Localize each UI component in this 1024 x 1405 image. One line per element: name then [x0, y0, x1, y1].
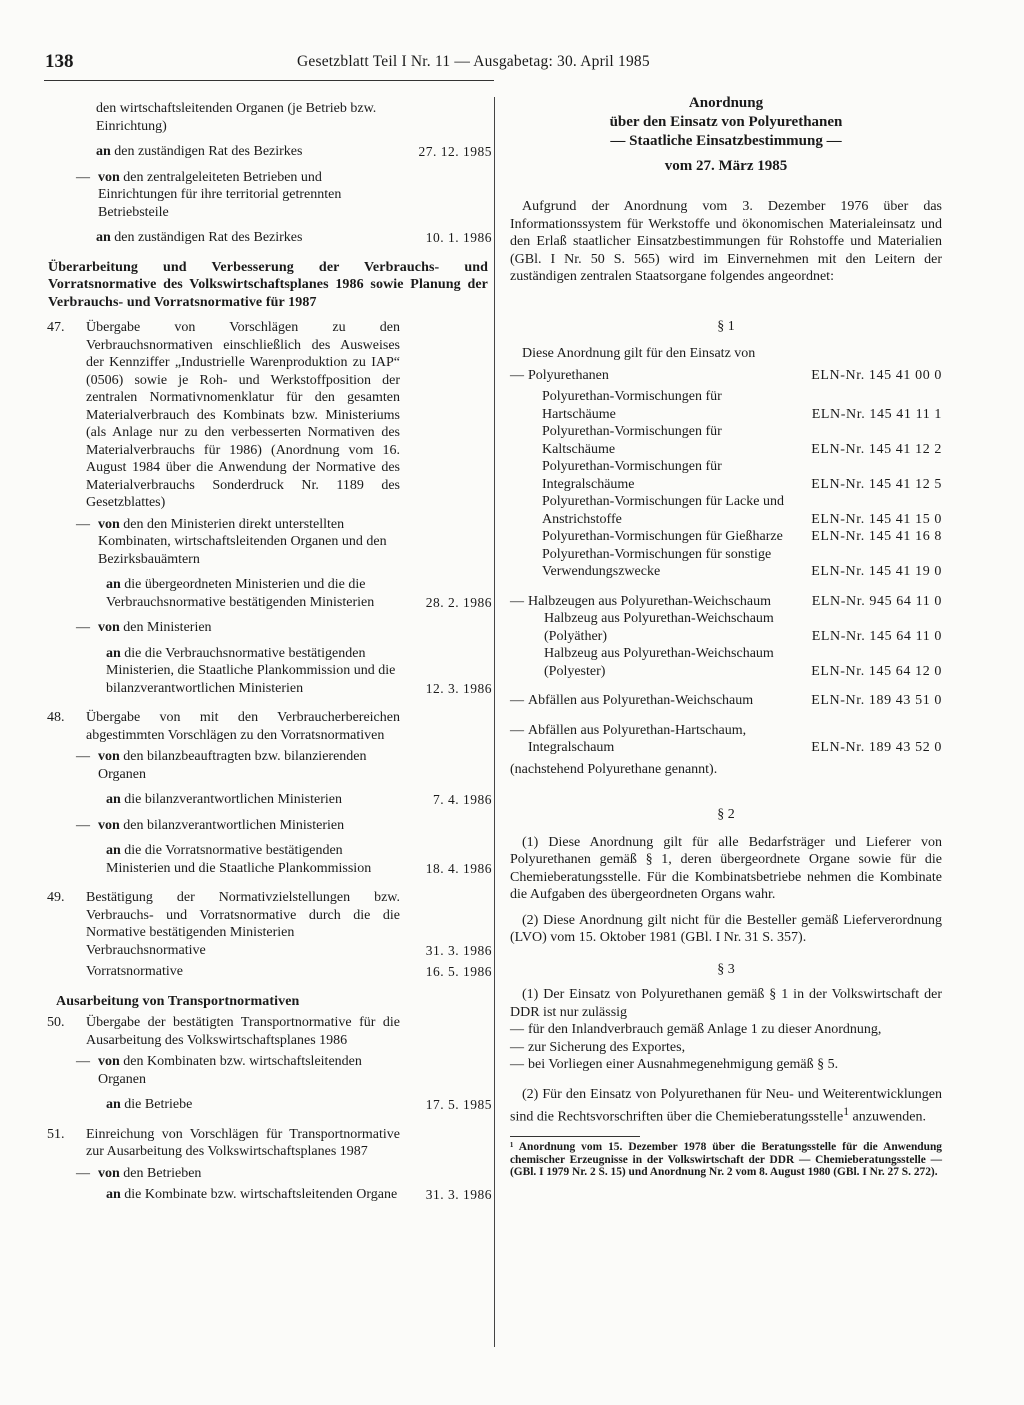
material-row [542, 458, 942, 493]
item-49 [48, 889, 488, 942]
material-name: Halbzeug aus Polyurethan-Weichschaum (Polyäther) [544, 611, 774, 644]
section-1-heading: § 1 [717, 318, 735, 334]
item-51 [48, 1126, 488, 1161]
bullet-text: bei Vorliegen einer Ausnahmegenehmigung gemäß § 5. [528, 1057, 839, 1072]
text: die die Verbrauchsnormative bestätigenden Ministerien, die Staatliche Plankommission und die bilanzverantwortlichen Ministerien [106, 645, 396, 696]
footnote: ¹ Anordnung vom 15. Dezember 1978 über die Beratungsstelle für die Anwendung chemischer Erzeugnisse in der Volkswirtschaft der DDR — Chemieberatungsstelle — (GBl. I 1979 Nr. 2 S. 15) und Anordnung Nr. 2 vom 8. August 1980 (GBl. I Nr. 27 S. 272). [510, 1141, 942, 1179]
section-3-para-2 [510, 1086, 942, 1127]
footnote-ref: 1 [843, 1105, 850, 1118]
item-text: Übergabe von Vorschlägen zu den Verbrauchsnormativen einschließlich des Ausweises der Kennziffer „Industrielle Warenproduktion zu IAP“ (0506) sowie je Roh- und Werkstoffposition der zentralen Normativnomenklatur für den gesamten Materialverbrauch des Kombinats bzw. Ministeriums (als Anlage nur zu den verbesserten Normativen des Materialverbrauchs für 1986) (Anordnung vom 16. August 1984 über die Anwendung der Normative des Materialverbrauchs Sonderdruck Nr. 1189 des Gesetzblattes) [86, 320, 400, 510]
material-name: Halbzeug aus Polyurethan-Weichschaum (Polyester) [544, 646, 774, 679]
text: den wirtschaftsleitenden Organen (je Betrieb bzw. Einrichtung) [96, 101, 377, 134]
page-number: 138 [45, 51, 74, 72]
ordinance-subtitle: über den Einsatz von Polyurethanen [609, 114, 843, 130]
eln-number: ELN-Nr. 145 64 12 0 [811, 663, 942, 679]
dash: — [510, 593, 524, 609]
item-48-an-1 [106, 791, 492, 809]
material-name: Halbzeugen aus Polyurethan-Weichschaum [528, 593, 772, 609]
eln-number: ELN-Nr. 145 64 11 0 [811, 628, 942, 644]
keyword-von: von [98, 1054, 120, 1069]
column-divider [494, 97, 495, 1347]
eln-number: ELN-Nr. 145 41 12 2 [811, 441, 942, 457]
material-name: Polyurethan-Vormischungen für Gießharze [542, 529, 783, 544]
dash: — [76, 1054, 90, 1069]
deadline-date: 17. 5. 1985 [425, 1097, 492, 1112]
item-number: 47. [47, 320, 65, 335]
left-line-3 [76, 169, 488, 222]
material-name: Polyurethan-Vormischungen für Hartschäume [542, 389, 722, 422]
dash: — [76, 749, 90, 764]
keyword-an: an [96, 144, 111, 159]
eln-number: ELN-Nr. 145 41 15 0 [811, 511, 942, 527]
keyword-an: an [106, 645, 121, 661]
item-51-von [76, 1165, 488, 1183]
dash: — [76, 1165, 90, 1181]
text: die die Vorratsnormative bestätigenden Ministerien und die Staatliche Plankommission [106, 843, 372, 876]
section-heading-normative: Überarbeitung und Verbesserung der Verbrauchs- und Vorratsnormative des Volkswirtschaftsplanes 1986 sowie Planung der Verbrauchs- und Vorratsnormative für 1987 [48, 259, 488, 310]
text: (2) Für den Einsatz von Polyurethanen für Neu- und Weiterentwicklungen sind die Rechtsvorschriften über die Chemieberatungsstelle [510, 1086, 942, 1125]
section-2-para-1: (1) Diese Anordnung gilt für alle Bedarfsträger und Lieferer von Polyurethanen gemäß § 1, deren übergeordnete Organe sowie für die Chemieberatungsstelle. Für die Kombinatsbetriebe nehmen die Kombinate die Aufgaben des übergeordneten Organs wahr. [510, 834, 942, 902]
right-column [510, 94, 942, 1179]
dash: — [510, 367, 524, 383]
item-text: Übergabe von mit den Verbraucherbereichen abgestimmten Vorschlägen zu den Vorratsnormativen [86, 710, 400, 743]
gazette-title: Gesetzblatt Teil I Nr. 11 — Ausgabetag: 30. April 1985 [297, 53, 650, 70]
preamble: Aufgrund der Anordnung vom 3. Dezember 1976 über das Informationssystem für Werkstoffe und ökonomischen Materialeinsatz und den Erlaß staatlicher Einsatzbestimmungen für Rohstoffe und Materialien (GBl. I Nr. 50 S. 565) wird im Einvernehmen mit den Leitern der zuständigen zentralen Staatsorgane folgendes angeordnet: [510, 199, 942, 284]
text: den Ministerien [123, 620, 212, 635]
eln-number: ELN-Nr. 145 41 11 1 [811, 406, 942, 422]
item-number: 51. [47, 1126, 65, 1142]
dash: — [510, 1057, 524, 1072]
deadline-date: 16. 5. 1986 [425, 964, 492, 979]
material-name: Polyurethan-Vormischungen für Integralschäume [542, 459, 722, 492]
dash: — [76, 516, 90, 532]
material-row [542, 528, 942, 546]
left-column [47, 100, 492, 1204]
item-48-von-1 [76, 748, 488, 783]
material-row [510, 722, 942, 757]
keyword-von: von [98, 749, 120, 764]
left-line-1 [96, 100, 488, 135]
keyword-von: von [98, 516, 120, 532]
item-47-von-2 [76, 619, 488, 637]
keyword-an: an [106, 1187, 121, 1202]
left-line-4 [96, 229, 492, 247]
item-50-von [76, 1053, 488, 1088]
text: den zuständigen Rat des Bezirkes [114, 230, 303, 245]
keyword-an: an [106, 1097, 121, 1112]
keyword-von: von [98, 620, 120, 635]
material-row [544, 610, 942, 645]
text: die übergeordneten Ministerien und die die Verbrauchsnormative bestätigenden Ministerien [106, 577, 375, 610]
eln-number: ELN-Nr. 145 41 12 5 [811, 476, 942, 492]
material-row [542, 423, 942, 458]
section-heading-transport: Ausarbeitung von Transportnormativen [56, 993, 300, 1009]
item-text: Übergabe der bestätigten Transportnormative für die Ausarbeitung des Volkswirtschaftsplanes 1986 [86, 1015, 400, 1048]
section-1-lead: Diese Anordnung gilt für den Einsatz von [522, 346, 756, 361]
material-row [542, 546, 942, 581]
deadline-date: 27. 12. 1985 [418, 144, 492, 159]
section-3-para-1: (1) Der Einsatz von Polyurethanen gemäß § 1 in der Volkswirtschaft der DDR ist nur zulässig [510, 987, 942, 1020]
page-header [45, 53, 695, 75]
item-number: 50. [47, 1015, 65, 1030]
header-rule [44, 80, 494, 81]
text: den bilanzverantwortlichen Ministerien [123, 817, 345, 833]
dash: — [510, 1039, 524, 1055]
material-row [542, 493, 942, 528]
dash: — [510, 722, 524, 738]
eln-number: ELN-Nr. 945 64 11 0 [811, 593, 942, 609]
text: den den Ministerien direkt unterstellten Kombinaten, wirtschaftsleitenden Organen und den Bezirksbauämtern [98, 516, 387, 567]
section-1-closing: (nachstehend Polyurethane genannt). [510, 761, 718, 777]
material-row [542, 388, 942, 423]
item-47 [48, 319, 488, 512]
keyword-von: von [98, 169, 120, 185]
text: den Betrieben [123, 1165, 202, 1181]
text: den bilanzbeauftragten bzw. bilanzierenden Organen [98, 749, 367, 782]
bullet-text: zur Sicherung des Exportes, [528, 1039, 686, 1055]
item-50-an [106, 1096, 492, 1114]
text: die bilanzverantwortlichen Ministerien [124, 792, 343, 807]
material-row [544, 645, 942, 680]
material-name: Polyurethan-Vormischungen für Lacke und Anstrichstoffe [542, 494, 784, 527]
deadline-date: 31. 3. 1986 [425, 942, 492, 958]
text: Verbrauchsnormative [86, 942, 206, 958]
text: die Kombinate bzw. wirtschaftsleitenden Organe [124, 1187, 398, 1202]
deadline-date: 31. 3. 1986 [425, 1187, 492, 1202]
bullet-item [510, 1021, 942, 1039]
eln-number: ELN-Nr. 145 41 00 0 [811, 367, 942, 383]
item-51-an [106, 1186, 492, 1204]
bullet-item [510, 1056, 942, 1074]
keyword-an: an [106, 843, 121, 858]
item-text: Einreichung von Vorschlägen für Transportnormative zur Ausarbeitung des Volkswirtschaftsplanes 1987 [86, 1126, 400, 1159]
item-number: 48. [47, 710, 65, 725]
section-3-heading: § 3 [717, 961, 735, 977]
eln-number: ELN-Nr. 189 43 52 0 [811, 740, 942, 755]
dash: — [76, 169, 90, 185]
item-47-von-1 [76, 516, 488, 569]
deadline-date: 10. 1. 1986 [425, 230, 492, 245]
keyword-von: von [98, 1165, 120, 1181]
material-name: Abfällen aus Polyurethan-Weichschaum [528, 693, 754, 708]
item-49-vorrat [86, 963, 492, 981]
ordinance-type: — Staatliche Einsatzbestimmung — [610, 133, 842, 149]
footnote-rule [510, 1136, 640, 1137]
item-48-von-2 [76, 817, 488, 835]
section-2-heading: § 2 [717, 807, 735, 822]
eln-number: ELN-Nr. 189 43 51 0 [811, 693, 942, 708]
material-row [510, 593, 942, 611]
keyword-von: von [98, 817, 120, 833]
eln-number: ELN-Nr. 145 41 16 8 [811, 529, 942, 544]
dash: — [510, 1022, 524, 1037]
deadline-date: 28. 2. 1986 [425, 594, 492, 610]
material-name: Polyurethan-Vormischungen für Kaltschäume [542, 424, 722, 457]
dash: — [76, 620, 90, 635]
text: Vorratsnormative [86, 964, 183, 979]
left-line-2 [96, 143, 492, 161]
material-name: Polyurethanen [528, 367, 609, 383]
text: den zentralgeleiteten Betrieben und Einrichtungen für ihre territorial getrennten Betriebsteile [98, 169, 342, 220]
item-47-an-2 [106, 645, 492, 698]
item-47-an-1 [106, 576, 492, 611]
item-48 [48, 709, 488, 744]
keyword-an: an [96, 230, 111, 245]
item-50 [48, 1014, 488, 1049]
item-48-an-2 [106, 842, 492, 877]
keyword-an: an [106, 577, 121, 592]
item-text: Bestätigung der Normativzielstellungen bzw. Verbrauchs- und Vorratsnormative durch die die Normative bestätigenden Ministerien [86, 890, 400, 940]
material-row [510, 367, 942, 385]
keyword-an: an [106, 792, 121, 807]
material-name: Abfällen aus Polyurethan-Hartschaum, Integralschaum [528, 722, 747, 755]
material-row [510, 692, 942, 710]
bullet-text: für den Inlandverbrauch gemäß Anlage 1 zu dieser Anordnung, [528, 1022, 882, 1037]
deadline-date: 12. 3. 1986 [425, 680, 492, 696]
deadline-date: 18. 4. 1986 [425, 860, 492, 876]
deadline-date: 7. 4. 1986 [433, 792, 492, 807]
dash: — [510, 693, 524, 708]
dash: — [76, 817, 90, 833]
section-2-para-2: (2) Diese Anordnung gilt nicht für die Besteller gemäß Lieferverordnung (LVO) vom 15. Oktober 1981 (GBl. I Nr. 31 S. 357). [510, 912, 942, 945]
text: den zuständigen Rat des Bezirkes [114, 144, 303, 159]
item-49-verbrauch [86, 942, 492, 960]
eln-number: ELN-Nr. 145 41 19 0 [811, 564, 942, 579]
ordinance-date: vom 27. März 1985 [664, 158, 788, 174]
ordinance-title: Anordnung [688, 95, 764, 111]
text: die Betriebe [124, 1097, 193, 1112]
text: anzuwenden. [849, 1109, 926, 1125]
bullet-item [510, 1039, 942, 1057]
item-number: 49. [47, 890, 65, 905]
text: den Kombinaten bzw. wirtschaftsleitenden Organen [98, 1054, 362, 1087]
material-name: Polyurethan-Vormischungen für sonstige Verwendungszwecke [542, 546, 772, 579]
